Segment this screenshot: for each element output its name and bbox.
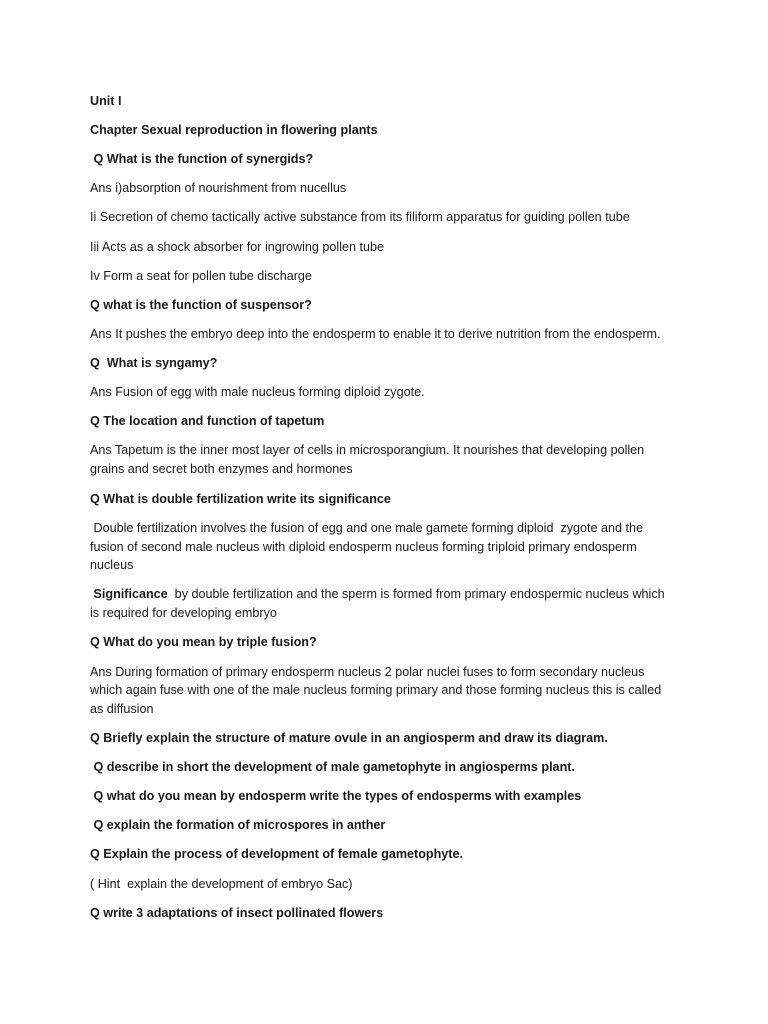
significance-paragraph — [90, 585, 690, 604]
chapter-heading: Chapter Sexual reproduction in flowering plants — [90, 123, 378, 137]
answer-suspensor: Ans It pushes the embryo deep into the endosperm to enable it to derive nutrition from the endosperm. — [90, 327, 661, 341]
answer-synergids-2: Ii Secretion of chemo tactically active substance from its filiform apparatus for guiding pollen tube — [90, 210, 630, 224]
answer-syngamy: Ans Fusion of egg with male nucleus forming diploid zygote. — [90, 385, 425, 399]
answer-triple-fusion-line2: which again fuse with one of the male nucleus forming primary and those forming nucleus this is called — [90, 683, 662, 697]
answer-double-fertilization-line1: Double fertilization involves the fusion of egg and one male gamete forming diploid zygote and the — [90, 521, 644, 535]
question-double-fertilization: Q What is double fertilization write its significance — [90, 492, 391, 506]
question-microspores: Q explain the formation of microspores in anther — [90, 818, 386, 832]
answer-double-fertilization-line3: nucleus — [90, 558, 134, 572]
significance-line2: is required for developing embryo — [90, 606, 277, 620]
answer-double-fertilization-line2: fusion of second male nucleus with diploid endosperm nucleus forming triploid primary endosperm — [90, 540, 637, 554]
question-syngamy: Q What is syngamy? — [90, 356, 218, 370]
unit-heading: Unit I — [90, 94, 122, 108]
answer-triple-fusion-line3: as diffusion — [90, 702, 154, 716]
answer-triple-fusion-line1: Ans During formation of primary endosperm nucleus 2 polar nuclei fuses to form secondary nucleus — [90, 665, 645, 679]
hint-embryo-sac: ( Hint explain the development of embryo Sac) — [90, 877, 353, 891]
answer-tapetum-line1: Ans Tapetum is the inner most layer of cells in microsporangium. It nourishes that developing pollen — [90, 443, 645, 457]
significance-label: Significance — [90, 587, 168, 601]
question-suspensor: Q what is the function of suspensor? — [90, 298, 312, 312]
answer-tapetum-line2: grains and secret both enzymes and hormones — [90, 462, 353, 476]
question-endosperm: Q what do you mean by endosperm write the types of endosperms with examples — [90, 789, 582, 803]
question-triple-fusion: Q What do you mean by triple fusion? — [90, 635, 317, 649]
question-male-gametophyte: Q describe in short the development of male gametophyte in angiosperms plant. — [90, 760, 575, 774]
significance-text: by double fertilization and the sperm is formed from primary endospermic nucleus which — [167, 587, 665, 601]
answer-synergids-3: Iii Acts as a shock absorber for ingrowing pollen tube — [90, 240, 385, 254]
question-mature-ovule: Q Briefly explain the structure of mature ovule in an angiosperm and draw its diagram. — [90, 731, 608, 745]
question-tapetum: Q The location and function of tapetum — [90, 414, 325, 428]
answer-synergids-4: Iv Form a seat for pollen tube discharge — [90, 269, 312, 283]
answer-synergids-1: Ans i)absorption of nourishment from nucellus — [90, 181, 347, 195]
question-insect-pollinated: Q write 3 adaptations of insect pollinated flowers — [90, 906, 384, 920]
question-synergids: Q What is the function of synergids? — [90, 152, 314, 166]
question-female-gametophyte: Q Explain the process of development of female gametophyte. — [90, 847, 463, 861]
